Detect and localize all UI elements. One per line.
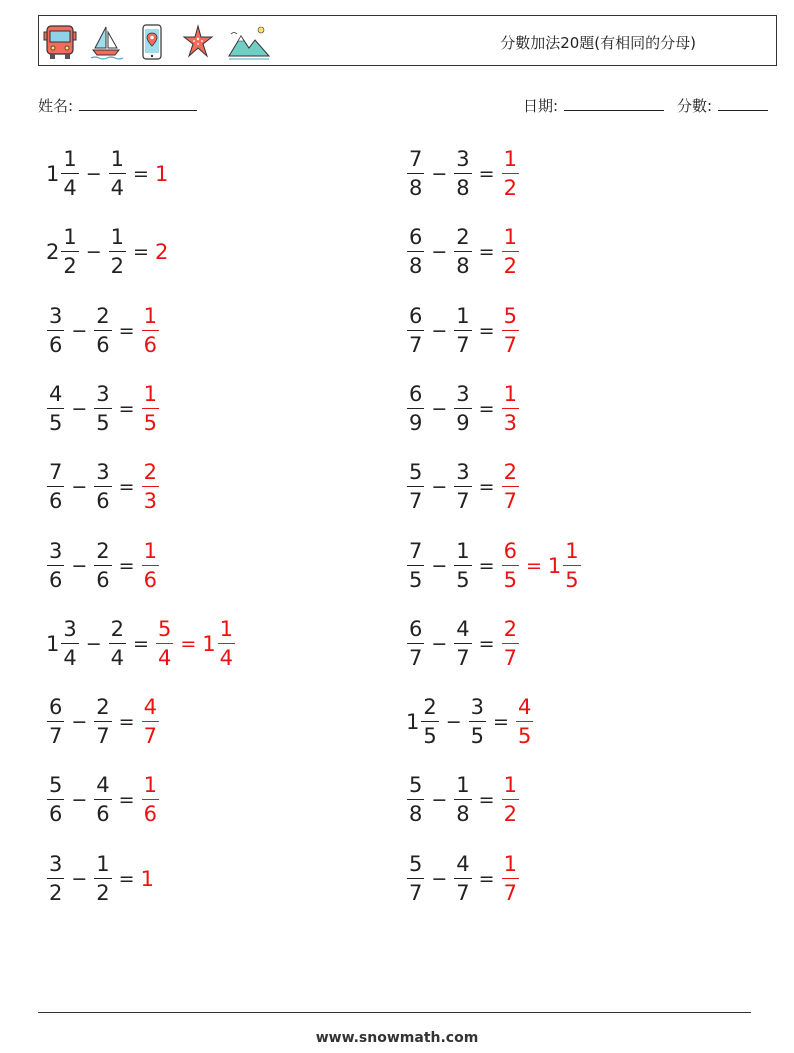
equals-sign: = <box>118 476 135 499</box>
equals-sign: = <box>478 789 495 812</box>
numerator: 3 <box>456 460 470 485</box>
problem-item <box>46 377 160 441</box>
fraction <box>502 303 519 357</box>
denominator: 6 <box>142 799 159 825</box>
denominator: 7 <box>407 643 424 669</box>
minus-sign: − <box>71 711 88 734</box>
fraction <box>94 538 111 592</box>
problem-item <box>406 768 520 832</box>
minus-sign: − <box>431 241 448 264</box>
denominator: 5 <box>454 565 471 591</box>
numerator: 1 <box>143 381 157 406</box>
denominator: 7 <box>502 878 519 904</box>
minus-sign: − <box>431 554 448 577</box>
numerator: 1 <box>503 147 517 171</box>
denominator: 5 <box>407 565 424 591</box>
minus-sign: − <box>431 867 448 890</box>
problem-item <box>406 142 520 206</box>
minus-sign: − <box>431 163 448 185</box>
minus-sign: − <box>71 789 88 812</box>
equals-sign: = <box>478 554 495 577</box>
numerator: 3 <box>49 851 63 876</box>
denominator: 2 <box>109 251 126 277</box>
numerator: 7 <box>409 538 423 563</box>
numerator: 7 <box>49 460 63 485</box>
fraction <box>407 851 424 905</box>
problem-item <box>406 534 582 598</box>
starfish-icon <box>181 22 215 62</box>
answer-mixed-whole: 1 <box>202 631 216 656</box>
fraction <box>94 851 111 905</box>
problem-item <box>46 612 236 676</box>
fraction <box>454 227 471 277</box>
denominator: 7 <box>407 486 424 512</box>
denominator: 2 <box>94 878 111 904</box>
denominator: 7 <box>454 486 471 512</box>
fraction <box>218 616 235 670</box>
answer-mixed-whole: 1 <box>547 553 562 578</box>
fraction <box>516 697 533 747</box>
equals-sign: = <box>118 397 135 420</box>
numerator: 5 <box>409 460 423 485</box>
denominator: 5 <box>469 721 486 747</box>
equals-sign: = <box>118 867 135 890</box>
denominator: 8 <box>407 173 424 199</box>
numerator: 1 <box>503 773 517 798</box>
equals-sign: = <box>493 711 509 734</box>
numerator: 2 <box>96 538 110 563</box>
minus-sign: − <box>431 632 448 655</box>
fraction <box>109 149 126 199</box>
problem-item <box>406 299 520 363</box>
whole-number: 1 <box>46 631 60 656</box>
numerator: 5 <box>503 303 517 328</box>
numerator: 1 <box>143 773 157 798</box>
problem-item <box>46 847 154 911</box>
fraction <box>47 303 64 357</box>
bus-icon <box>43 22 77 62</box>
numerator: 2 <box>423 695 437 720</box>
numerator: 2 <box>143 460 157 485</box>
denominator: 3 <box>142 486 159 512</box>
fraction <box>502 149 519 199</box>
equals-sign: = <box>478 163 495 185</box>
equals-sign: = <box>180 632 197 655</box>
denominator: 6 <box>142 565 159 591</box>
numerator: 1 <box>219 616 234 641</box>
minus-sign: − <box>431 319 448 342</box>
denominator: 8 <box>454 251 471 277</box>
denominator: 6 <box>47 330 64 356</box>
denominator: 5 <box>94 408 111 434</box>
denominator: 8 <box>407 799 424 825</box>
score-label: 分數: <box>677 97 713 115</box>
fraction <box>502 462 519 512</box>
fraction <box>142 538 159 592</box>
numerator: 4 <box>456 616 470 641</box>
numerator: 3 <box>49 538 63 563</box>
fraction <box>47 538 64 592</box>
numerator: 3 <box>456 381 470 406</box>
date-field <box>523 94 664 116</box>
footer-url: www.snowmath.com <box>315 1030 479 1046</box>
minus-sign: − <box>85 163 102 185</box>
numerator: 1 <box>503 381 517 406</box>
fraction <box>407 616 424 670</box>
numerator: 2 <box>110 616 125 641</box>
minus-sign: − <box>71 554 88 577</box>
fraction <box>47 775 64 825</box>
problem-item <box>46 534 160 598</box>
fraction <box>454 616 471 670</box>
problem-item <box>46 142 168 206</box>
numerator: 3 <box>456 147 470 171</box>
denominator: 7 <box>502 643 519 669</box>
denominator: 4 <box>156 643 173 669</box>
minus-sign: − <box>431 476 448 499</box>
numerator: 3 <box>470 695 485 720</box>
fraction <box>407 538 424 592</box>
denominator: 5 <box>142 408 159 434</box>
numerator: 1 <box>456 773 470 798</box>
denominator: 2 <box>47 878 64 904</box>
numerator: 2 <box>456 225 470 250</box>
denominator: 5 <box>421 721 438 747</box>
sailboat-icon <box>89 22 123 62</box>
fraction <box>502 616 519 670</box>
equals-sign: = <box>478 476 495 499</box>
denominator: 8 <box>407 251 424 277</box>
denominator: 8 <box>454 799 471 825</box>
denominator: 4 <box>109 173 126 199</box>
denominator: 7 <box>47 721 64 747</box>
numerator: 2 <box>96 695 110 720</box>
numerator: 4 <box>143 695 157 720</box>
fraction <box>47 851 64 905</box>
denominator: 4 <box>218 643 235 669</box>
denominator: 7 <box>454 643 471 669</box>
fraction <box>142 462 159 512</box>
fraction <box>407 775 424 825</box>
equals-sign: = <box>133 241 149 264</box>
denominator: 6 <box>47 486 64 512</box>
denominator: 7 <box>454 878 471 904</box>
equals-sign: = <box>525 554 542 577</box>
equals-sign: = <box>133 632 149 655</box>
fraction <box>94 303 111 357</box>
whole-number: 1 <box>46 162 60 186</box>
phone-location-icon <box>135 22 169 62</box>
equals-sign: = <box>478 632 495 655</box>
fraction <box>142 775 159 825</box>
problem-item <box>406 455 520 519</box>
numerator: 2 <box>96 303 110 328</box>
minus-sign: − <box>431 397 448 420</box>
equals-sign: = <box>118 554 135 577</box>
minus-sign: − <box>431 789 448 812</box>
numerator: 2 <box>503 460 517 485</box>
fraction <box>502 381 519 435</box>
fraction <box>454 851 471 905</box>
problem-item <box>406 220 520 284</box>
numerator: 6 <box>409 303 423 328</box>
denominator: 5 <box>516 721 533 747</box>
problem-item <box>46 299 160 363</box>
problem-item <box>46 690 160 754</box>
denominator: 7 <box>407 878 424 904</box>
fraction <box>94 462 111 512</box>
fraction <box>407 462 424 512</box>
numerator: 3 <box>96 381 110 406</box>
denominator: 4 <box>61 643 78 669</box>
numerator: 5 <box>49 773 63 798</box>
worksheet-title: 分數加法20題(有相同的分母) <box>500 34 696 52</box>
numerator: 1 <box>565 538 579 563</box>
numerator: 1 <box>96 851 110 876</box>
fraction <box>454 775 471 825</box>
date-blank[interactable] <box>564 94 664 111</box>
fraction <box>47 381 64 435</box>
minus-sign: − <box>85 241 102 264</box>
denominator: 8 <box>454 173 471 199</box>
denominator: 6 <box>94 799 111 825</box>
denominator: 9 <box>407 408 424 434</box>
minus-sign: − <box>445 711 462 734</box>
denominator: 7 <box>94 721 111 747</box>
answer-whole: 1 <box>154 162 169 186</box>
denominator: 3 <box>502 408 519 434</box>
numerator: 1 <box>503 225 517 250</box>
worksheet-header <box>38 15 777 66</box>
denominator: 6 <box>94 565 111 591</box>
denominator: 2 <box>502 173 519 199</box>
equals-sign: = <box>118 319 135 342</box>
equals-sign: = <box>133 163 149 185</box>
numerator: 4 <box>49 381 63 406</box>
fraction <box>454 303 471 357</box>
fraction <box>94 381 111 435</box>
numerator: 5 <box>157 616 172 641</box>
answer-whole: 2 <box>154 240 169 265</box>
fraction <box>407 303 424 357</box>
fraction <box>502 851 519 905</box>
numerator: 1 <box>63 147 77 171</box>
fraction <box>502 227 519 277</box>
score-field <box>677 94 768 116</box>
mountains-icon <box>227 22 271 62</box>
numerator: 1 <box>110 147 125 171</box>
date-label: 日期: <box>523 97 559 115</box>
denominator: 4 <box>109 643 126 669</box>
fraction <box>94 775 111 825</box>
problem-item <box>46 455 160 519</box>
numerator: 6 <box>409 616 423 641</box>
fraction <box>142 697 159 747</box>
numerator: 6 <box>409 381 423 406</box>
denominator: 7 <box>142 721 159 747</box>
numerator: 2 <box>503 616 517 641</box>
fraction <box>502 775 519 825</box>
denominator: 4 <box>61 173 78 199</box>
fraction <box>156 616 173 670</box>
numerator: 1 <box>110 225 125 250</box>
denominator: 6 <box>94 486 111 512</box>
problem-item <box>406 847 520 911</box>
minus-sign: − <box>85 632 102 655</box>
numerator: 3 <box>63 616 77 641</box>
denominator: 2 <box>502 251 519 277</box>
denominator: 5 <box>502 565 519 591</box>
numerator: 1 <box>456 303 470 328</box>
numerator: 6 <box>49 695 63 720</box>
fraction <box>563 538 580 592</box>
numerator: 1 <box>63 225 77 250</box>
denominator: 7 <box>454 330 471 356</box>
fraction <box>109 227 126 277</box>
denominator: 2 <box>502 799 519 825</box>
minus-sign: − <box>71 319 88 342</box>
fraction <box>142 381 159 435</box>
fraction <box>502 538 519 592</box>
numerator: 4 <box>96 773 110 798</box>
equals-sign: = <box>478 867 495 890</box>
fraction <box>94 697 111 747</box>
denominator: 7 <box>502 486 519 512</box>
fraction <box>61 616 78 670</box>
answer-whole: 1 <box>140 866 154 891</box>
equals-sign: = <box>478 319 495 342</box>
whole-number: 1 <box>406 710 420 735</box>
denominator: 7 <box>407 330 424 356</box>
problem-item <box>406 377 520 441</box>
denominator: 5 <box>47 408 64 434</box>
numerator: 1 <box>456 538 470 563</box>
numerator: 4 <box>456 851 470 876</box>
numerator: 1 <box>143 538 157 563</box>
fraction <box>47 462 64 512</box>
equals-sign: = <box>478 397 495 420</box>
fraction <box>454 538 471 592</box>
fraction <box>421 697 438 747</box>
numerator: 5 <box>409 851 423 876</box>
minus-sign: − <box>71 867 88 890</box>
fraction <box>469 697 486 747</box>
minus-sign: − <box>71 476 88 499</box>
name-field <box>38 94 197 116</box>
equals-sign: = <box>118 711 135 734</box>
fraction <box>407 381 424 435</box>
footer-divider <box>38 1012 751 1013</box>
fraction <box>109 616 126 670</box>
denominator: 5 <box>563 565 580 591</box>
numerator: 5 <box>409 773 423 798</box>
minus-sign: − <box>71 397 88 420</box>
score-blank[interactable] <box>718 94 768 111</box>
numerator: 7 <box>409 147 423 171</box>
numerator: 3 <box>49 303 63 328</box>
numerator: 1 <box>143 303 157 328</box>
name-label: 姓名: <box>38 97 74 115</box>
denominator: 6 <box>47 799 64 825</box>
numerator: 4 <box>517 695 532 720</box>
fraction <box>142 303 159 357</box>
fraction <box>61 149 78 199</box>
denominator: 7 <box>502 330 519 356</box>
problem-item <box>406 612 520 676</box>
denominator: 2 <box>61 251 78 277</box>
name-blank[interactable] <box>79 94 197 111</box>
fraction <box>47 697 64 747</box>
equals-sign: = <box>118 789 135 812</box>
numerator: 3 <box>96 460 110 485</box>
denominator: 9 <box>454 408 471 434</box>
denominator: 6 <box>47 565 64 591</box>
fraction <box>61 227 78 277</box>
denominator: 6 <box>94 330 111 356</box>
fraction <box>454 381 471 435</box>
problem-item <box>406 690 534 754</box>
equals-sign: = <box>478 241 495 264</box>
numerator: 1 <box>503 851 517 876</box>
problem-item <box>46 768 160 832</box>
numerator: 6 <box>409 225 423 250</box>
fraction <box>454 462 471 512</box>
fraction <box>407 149 424 199</box>
problem-item <box>46 220 168 284</box>
denominator: 6 <box>142 330 159 356</box>
fraction <box>407 227 424 277</box>
header-icons <box>43 22 271 62</box>
numerator: 6 <box>503 538 517 563</box>
whole-number: 2 <box>46 240 60 265</box>
fraction <box>454 149 471 199</box>
